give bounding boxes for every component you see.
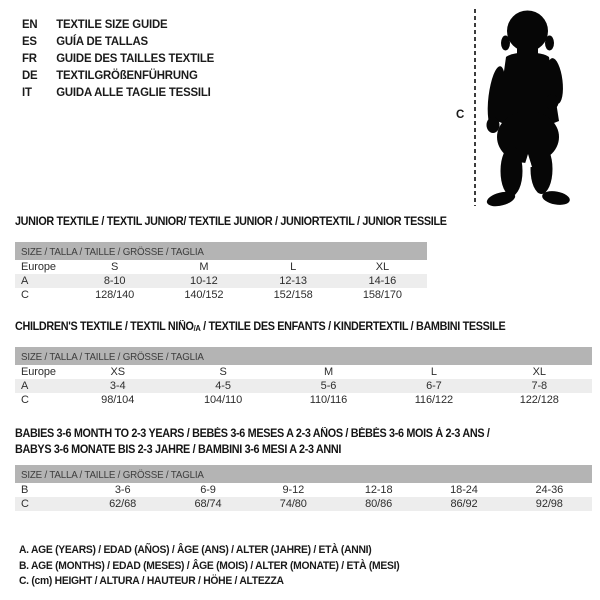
table-cell: 4-5 xyxy=(170,379,275,393)
row-label-cell: A xyxy=(15,274,70,288)
row-label-cell: Europe xyxy=(21,366,56,378)
size-header-bar xyxy=(15,347,592,365)
lang-code: ES xyxy=(22,34,37,48)
table-cell: L xyxy=(430,366,437,378)
height-marker-label: C xyxy=(456,109,465,121)
lang-row-fr xyxy=(22,50,214,67)
row-label-cell: C xyxy=(21,394,29,406)
table-cell: 18-24 xyxy=(450,484,478,496)
table-row xyxy=(15,365,592,379)
lang-label: GUIDE DES TAILLES TEXTILE xyxy=(56,51,215,65)
table-cell: 158/170 xyxy=(362,289,402,301)
babies-size-table xyxy=(15,465,592,511)
table-cell: 104/110 xyxy=(203,394,243,406)
table-cell: 7-8 xyxy=(487,379,592,393)
table-cell: 140/152 xyxy=(184,289,224,301)
table-cell: 152/158 xyxy=(273,289,313,301)
table-row xyxy=(15,274,427,288)
lang-label: TEXTILGRÖßENFÜHRUNG xyxy=(56,68,198,82)
table-row xyxy=(15,260,427,274)
table-cell: 86/92 xyxy=(421,497,506,511)
title-text: JUNIOR TEXTILE / TEXTIL JUNIOR/ TEXTILE JUNIOR / JUNIORTEXTIL / JUNIOR TESSILE xyxy=(15,216,447,228)
size-header-row xyxy=(15,242,427,260)
table-cell: 128/140 xyxy=(95,289,135,301)
footnote-b: B. AGE (MONTHS) / EDAD (MESES) / ÂGE (MOIS) / ALTER (MONATE) / ETÀ (MESI) xyxy=(19,559,400,572)
table-cell: 74/80 xyxy=(251,497,336,511)
lang-code: DE xyxy=(22,68,38,82)
row-label-cell: Europe xyxy=(21,261,56,273)
table-cell: 3-6 xyxy=(114,484,131,496)
table-cell: 6-7 xyxy=(381,379,486,393)
footnote-a: A. AGE (YEARS) / EDAD (AÑOS) / ÂGE (ANS) / ALTER (JAHRE) / ETÀ (ANNI) xyxy=(19,544,372,556)
size-header-bar xyxy=(15,242,427,260)
size-header-row xyxy=(15,347,592,365)
babies-section-title xyxy=(15,426,490,458)
table-cell: 92/98 xyxy=(507,497,592,511)
lang-row-it xyxy=(22,84,214,101)
size-header-text: SIZE / TALLA / TAILLE / GRÖSSE / TAGLIA xyxy=(21,246,204,258)
toddler-silhouette xyxy=(483,9,573,207)
title-line-2: BABYS 3-6 MONATE BIS 2-3 JAHRE / BAMBINI 3-6 MESI A 2-3 ANNI xyxy=(15,444,342,456)
title-line-1: BABIES 3-6 MONTH TO 2-3 YEARS / BEBÉS 3-6 MESES A 2-3 AÑOS / BÉBÉS 3-6 MOIS À 2-3 ANS / xyxy=(15,428,490,440)
lang-label: GUIDA ALLE TAGLIE TESSILI xyxy=(56,85,211,99)
table-cell: 6-9 xyxy=(200,484,216,496)
lang-label: GUÍA DE TALLAS xyxy=(56,34,148,48)
table-cell: 9-12 xyxy=(282,484,305,496)
children-size-table xyxy=(15,347,592,407)
footnotes xyxy=(19,543,399,590)
table-cell: S xyxy=(111,261,119,273)
table-cell: 116/122 xyxy=(414,394,453,406)
table-cell: XL xyxy=(375,261,389,273)
size-header-bar xyxy=(15,465,592,483)
table-cell: M xyxy=(199,261,209,273)
lang-row-es xyxy=(22,33,214,50)
table-cell: 62/68 xyxy=(80,497,165,511)
table-cell: 122/128 xyxy=(519,394,559,406)
row-label-cell: B xyxy=(21,484,29,496)
row-label-cell: C xyxy=(21,289,29,301)
title-text: CHILDREN'S TEXTILE / TEXTIL NIÑO xyxy=(15,321,194,333)
row-label-cell: A xyxy=(15,379,65,393)
table-cell: 98/104 xyxy=(101,394,135,406)
table-cell: 110/116 xyxy=(309,394,348,406)
title-subscript: /A xyxy=(193,324,201,333)
size-header-row xyxy=(15,465,592,483)
row-label-cell: C xyxy=(15,497,80,511)
table-cell: S xyxy=(219,366,227,378)
table-cell: 5-6 xyxy=(276,379,381,393)
lang-code: FR xyxy=(22,51,37,65)
language-guide-header xyxy=(22,16,214,101)
lang-code: IT xyxy=(22,85,32,99)
height-measure-dashed-line xyxy=(474,9,476,206)
lang-label: TEXTILE SIZE GUIDE xyxy=(56,17,168,31)
table-cell: XL xyxy=(532,366,546,378)
table-cell: 24-36 xyxy=(535,484,564,496)
table-cell: 14-16 xyxy=(338,274,427,288)
table-cell: XS xyxy=(110,366,125,378)
junior-size-table xyxy=(15,242,427,302)
lang-row-de xyxy=(22,67,214,84)
table-row xyxy=(15,379,592,393)
children-section-title xyxy=(15,321,505,335)
table-cell: 8-10 xyxy=(70,274,159,288)
table-cell: L xyxy=(290,261,297,273)
table-cell: 10-12 xyxy=(159,274,248,288)
table-cell: M xyxy=(323,366,334,378)
size-header-text: SIZE / TALLA / TAILLE / GRÖSSE / TAGLIA xyxy=(21,351,204,363)
table-cell: 68/74 xyxy=(165,497,250,511)
table-row xyxy=(15,483,592,497)
table-cell: 3-4 xyxy=(65,379,170,393)
table-row xyxy=(15,393,592,407)
table-row xyxy=(15,497,592,511)
lang-row-en xyxy=(22,16,214,33)
lang-code: EN xyxy=(22,17,38,31)
table-row xyxy=(15,288,427,302)
junior-section-title xyxy=(15,216,447,229)
table-cell: 12-13 xyxy=(249,274,338,288)
size-header-text: SIZE / TALLA / TAILLE / GRÖSSE / TAGLIA xyxy=(21,469,204,481)
title-text: / TEXTILE DES ENFANTS / KINDERTEXTIL / BAMBINI TESSILE xyxy=(200,321,506,333)
table-cell: 80/86 xyxy=(336,497,421,511)
table-cell: 12-18 xyxy=(364,484,393,496)
footnote-c: C. (cm) HEIGHT / ALTURA / HAUTEUR / HÖHE / ALTEZZA xyxy=(19,575,284,588)
